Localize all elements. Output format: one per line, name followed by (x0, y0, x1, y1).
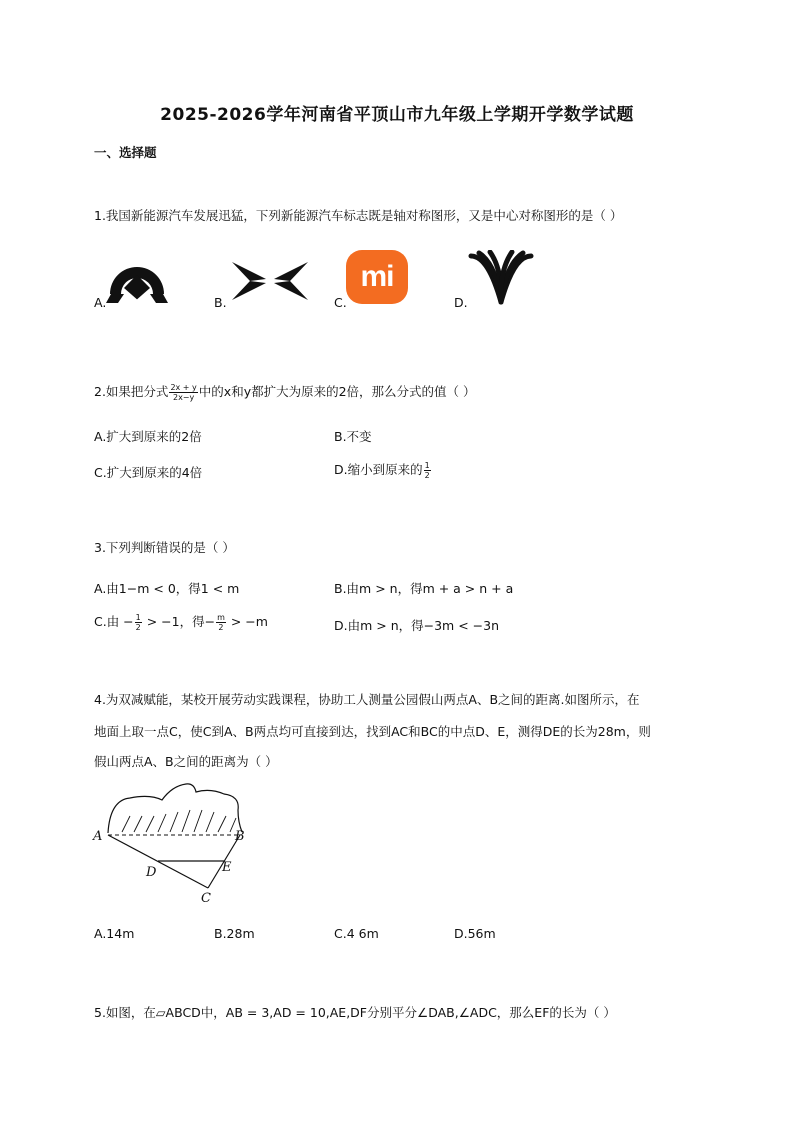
q3-option-c-frac2 (216, 613, 226, 632)
q2-stem-post: 中的x和y都扩大为原来的2倍，那么分式的值（ ） (198, 384, 476, 399)
q2-frac-den: 2x−y (172, 393, 195, 402)
q1-label-a: A. (94, 295, 107, 310)
q4-fig-label-b: B (235, 829, 245, 844)
q1-label-b: B. (214, 295, 227, 310)
q4-stem-line1: 4.为双减赋能，某校开展劳动实践课程，协助工人测量公园假山两点A、B之间的距离.如图所示，在 (94, 692, 640, 707)
q4-option-c: C.4 6m (334, 926, 379, 941)
q2-stem-pre: 2.如果把分式 (94, 384, 169, 399)
q5-stem: 5.如图，在▱ABCD中，AB = 3,AD = 10,AE,DF分别平分∠DAB,∠ADC，那么EF的长为（ ） (94, 1005, 616, 1020)
q2-option-d-frac (424, 461, 431, 480)
q4-option-a: A.14m (94, 926, 135, 941)
q4-fig-label-c: C (201, 891, 211, 906)
q3-option-c (94, 612, 268, 632)
section-heading: 一、选择题 (94, 145, 157, 160)
q2-option-b: B.不变 (334, 429, 372, 444)
q2-option-c: C.扩大到原来的4倍 (94, 465, 203, 480)
q3-option-c-pre: C.由 − (94, 614, 134, 629)
q3-option-d: D.由m > n，得−3m < −3n (334, 618, 499, 633)
q2-option-d-den: 2 (424, 471, 430, 480)
q3-option-c-frac1-den: 2 (135, 623, 141, 632)
q2-option-a: A.扩大到原来的2倍 (94, 429, 202, 444)
q3-option-c-frac2-den: 2 (218, 623, 224, 632)
q1-label-c: C. (334, 295, 347, 310)
arcfox-logo-icon (468, 250, 534, 306)
q3-option-c-frac1 (135, 613, 142, 632)
q2-option-d-num: 1 (424, 461, 430, 470)
q3-option-a: A.由1−m < 0，得1 < m (94, 581, 240, 596)
q4-rockery-figure (90, 780, 260, 910)
q2-option-d-text: D.缩小到原来的 (334, 462, 423, 477)
xiaomi-logo-text: mi (360, 260, 394, 293)
q4-option-b: B.28m (214, 926, 255, 941)
q3-option-c-post: > −m (226, 614, 268, 629)
q3-stem: 3.下列判断错误的是（ ） (94, 540, 235, 555)
q2-option-d (334, 460, 432, 480)
q4-option-d: D.56m (454, 926, 496, 941)
q2-stem (94, 382, 476, 402)
q3-option-b: B.由m > n，得m + a > n + a (334, 581, 514, 596)
xpeng-logo-icon (230, 260, 310, 302)
nio-logo-icon (106, 254, 168, 304)
q4-stem-line2: 地面上取一点C，使C到A、B两点均可直接到达，找到AC和BC的中点D、E，测得DE的长为28m，则 (94, 724, 651, 739)
q3-option-c-frac1-num: 1 (135, 613, 141, 622)
q3-option-c-mid: > −1，得− (142, 614, 216, 629)
q4-stem-line3: 假山两点A、B之间的距离为（ ） (94, 754, 278, 769)
q2-frac-num: 2x + y (170, 383, 197, 392)
xiaomi-logo-icon (346, 250, 408, 304)
q4-fig-label-d: D (146, 865, 157, 880)
q4-fig-label-e: E (222, 860, 232, 875)
q2-fraction (169, 383, 197, 402)
q4-fig-label-a: A (93, 829, 103, 844)
q1-stem: 1.我国新能源汽车发展迅猛，下列新能源汽车标志既是轴对称图形，又是中心对称图形的是（ ） (94, 208, 623, 223)
q1-label-d: D. (454, 295, 468, 310)
q3-option-c-frac2-num: m (217, 613, 225, 622)
exam-title: 2025-2026学年河南省平顶山市九年级上学期开学数学试题 (160, 105, 634, 125)
